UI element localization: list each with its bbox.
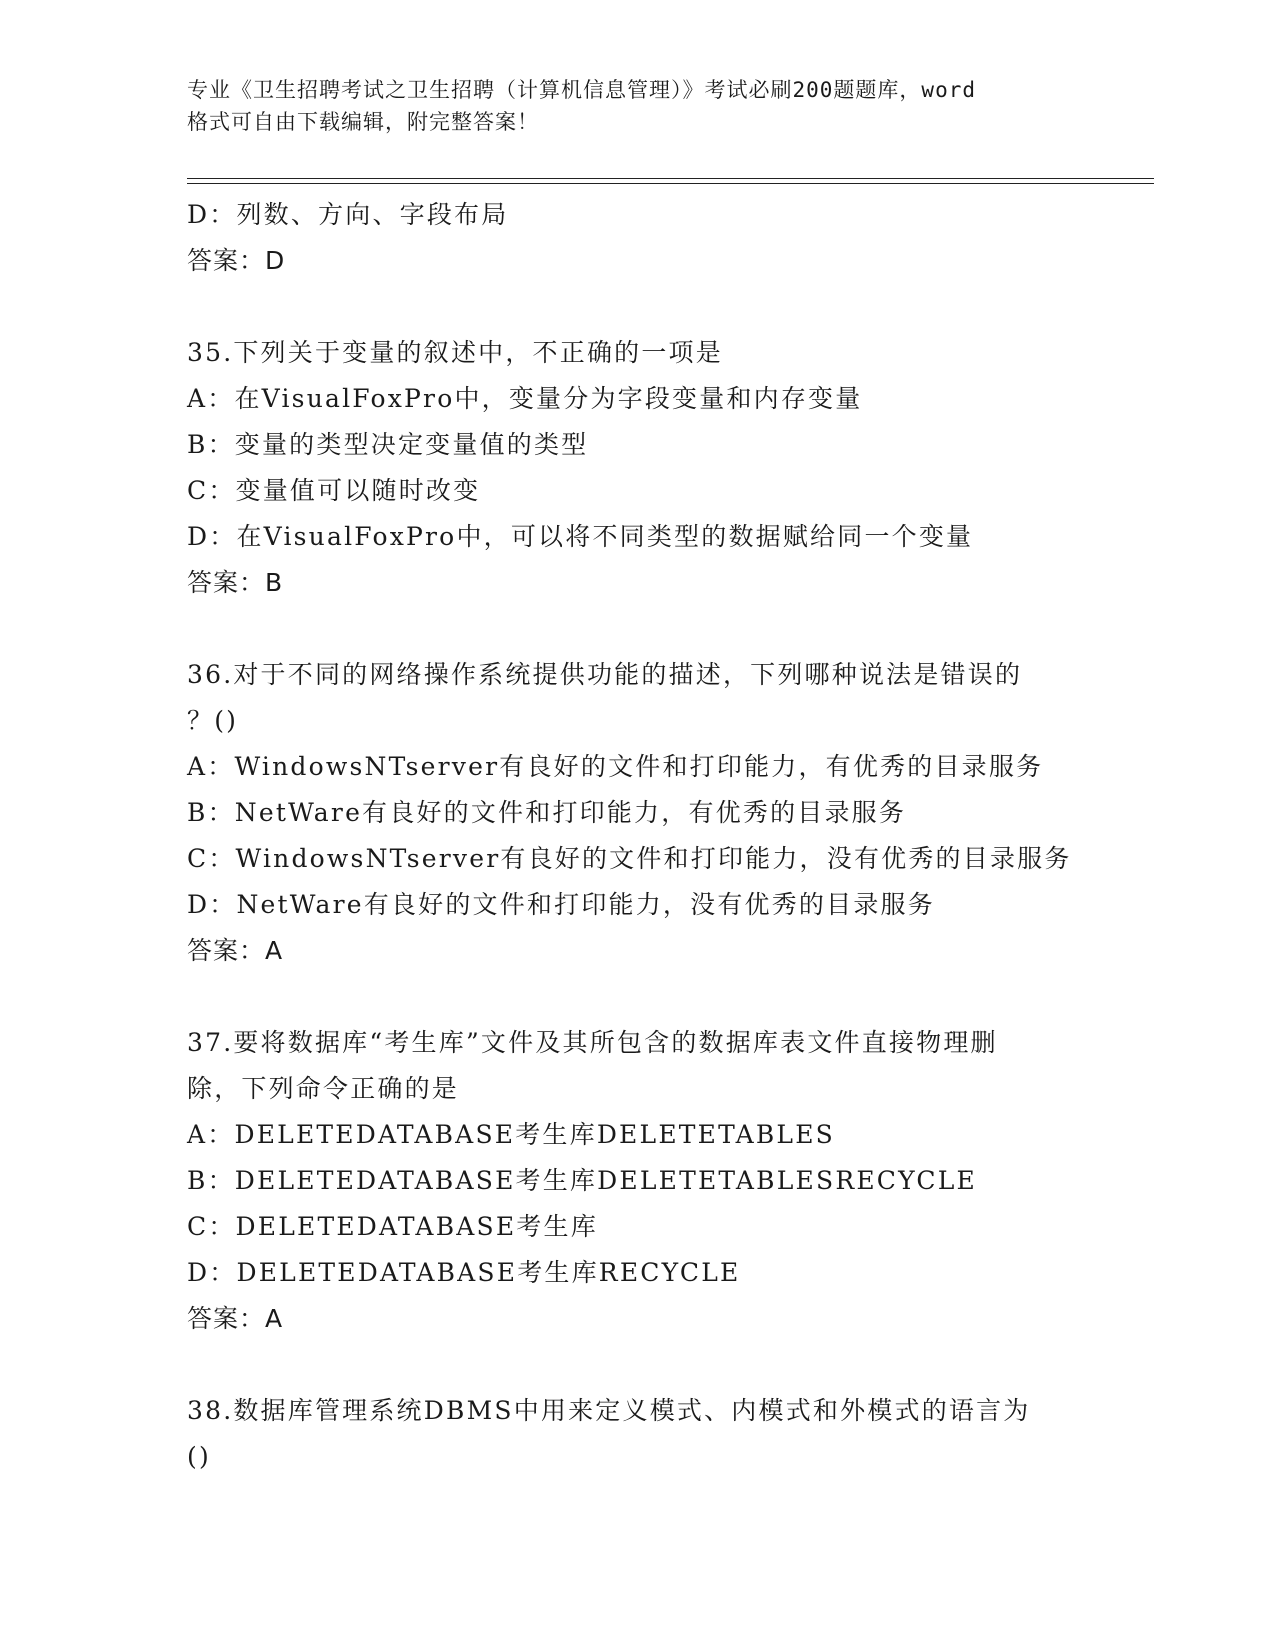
answer: 答案：A: [187, 1304, 284, 1333]
question-35: [187, 330, 1087, 606]
spacer: [187, 974, 1087, 1020]
answer: 答案：D: [187, 246, 286, 275]
question-36: [187, 652, 1087, 974]
question-38: [187, 1388, 1087, 1480]
question-text-line-1: 38.数据库管理系统DBMS中用来定义模式、内模式和外模式的语言为: [187, 1396, 1031, 1425]
option-a: A：DELETEDATABASE考生库DELETETABLES: [187, 1120, 835, 1149]
option-c: C：DELETEDATABASE考生库: [187, 1212, 598, 1241]
spacer: [187, 606, 1087, 652]
question-text-line-2: (): [187, 1442, 211, 1471]
header-line-1: 专业《卫生招聘考试之卫生招聘（计算机信息管理）》考试必刷200题题库，word: [187, 78, 976, 102]
option-c: C：WindowsNTserver有良好的文件和打印能力，没有优秀的目录服务: [187, 844, 1072, 873]
option-a: A：在VisualFoxPro中，变量分为字段变量和内存变量: [187, 384, 863, 413]
option-b: B：变量的类型决定变量值的类型: [187, 430, 589, 459]
question-text: 35.下列关于变量的叙述中，不正确的一项是: [187, 338, 723, 367]
answer: 答案：B: [187, 568, 284, 597]
option-a: A：WindowsNTserver有良好的文件和打印能力，有优秀的目录服务: [187, 752, 1044, 781]
spacer: [187, 284, 1087, 330]
question-text-line-2: 除，下列命令正确的是: [187, 1074, 460, 1103]
option-c: C：变量值可以随时改变: [187, 476, 481, 505]
question-text-line-1: 37.要将数据库“考生库”文件及其所包含的数据库表文件直接物理删: [187, 1028, 998, 1057]
option-b: B：DELETEDATABASE考生库DELETETABLESRECYCLE: [187, 1166, 977, 1195]
question-text-line-2: ？(): [187, 706, 239, 735]
header-divider-bottom: [187, 183, 1154, 184]
spacer: [187, 1342, 1087, 1388]
question-list: [187, 192, 1087, 1480]
question-37: [187, 1020, 1087, 1342]
header-divider-top: [187, 178, 1154, 179]
option-d: D：列数、方向、字段布局: [187, 200, 509, 229]
header-line-2: 格式可自由下载编辑，附完整答案！: [187, 110, 539, 134]
question-34-tail: [187, 192, 1087, 284]
option-b: B：NetWare有良好的文件和打印能力，有优秀的目录服务: [187, 798, 907, 827]
option-d: D：DELETEDATABASE考生库RECYCLE: [187, 1258, 741, 1287]
option-d: D：在VisualFoxPro中，可以将不同类型的数据赋给同一个变量: [187, 522, 974, 551]
answer: 答案：A: [187, 936, 284, 965]
option-d: D：NetWare有良好的文件和打印能力，没有优秀的目录服务: [187, 890, 935, 919]
document-header: [187, 74, 1087, 138]
question-text-line-1: 36.对于不同的网络操作系统提供功能的描述，下列哪种说法是错误的: [187, 660, 1023, 689]
